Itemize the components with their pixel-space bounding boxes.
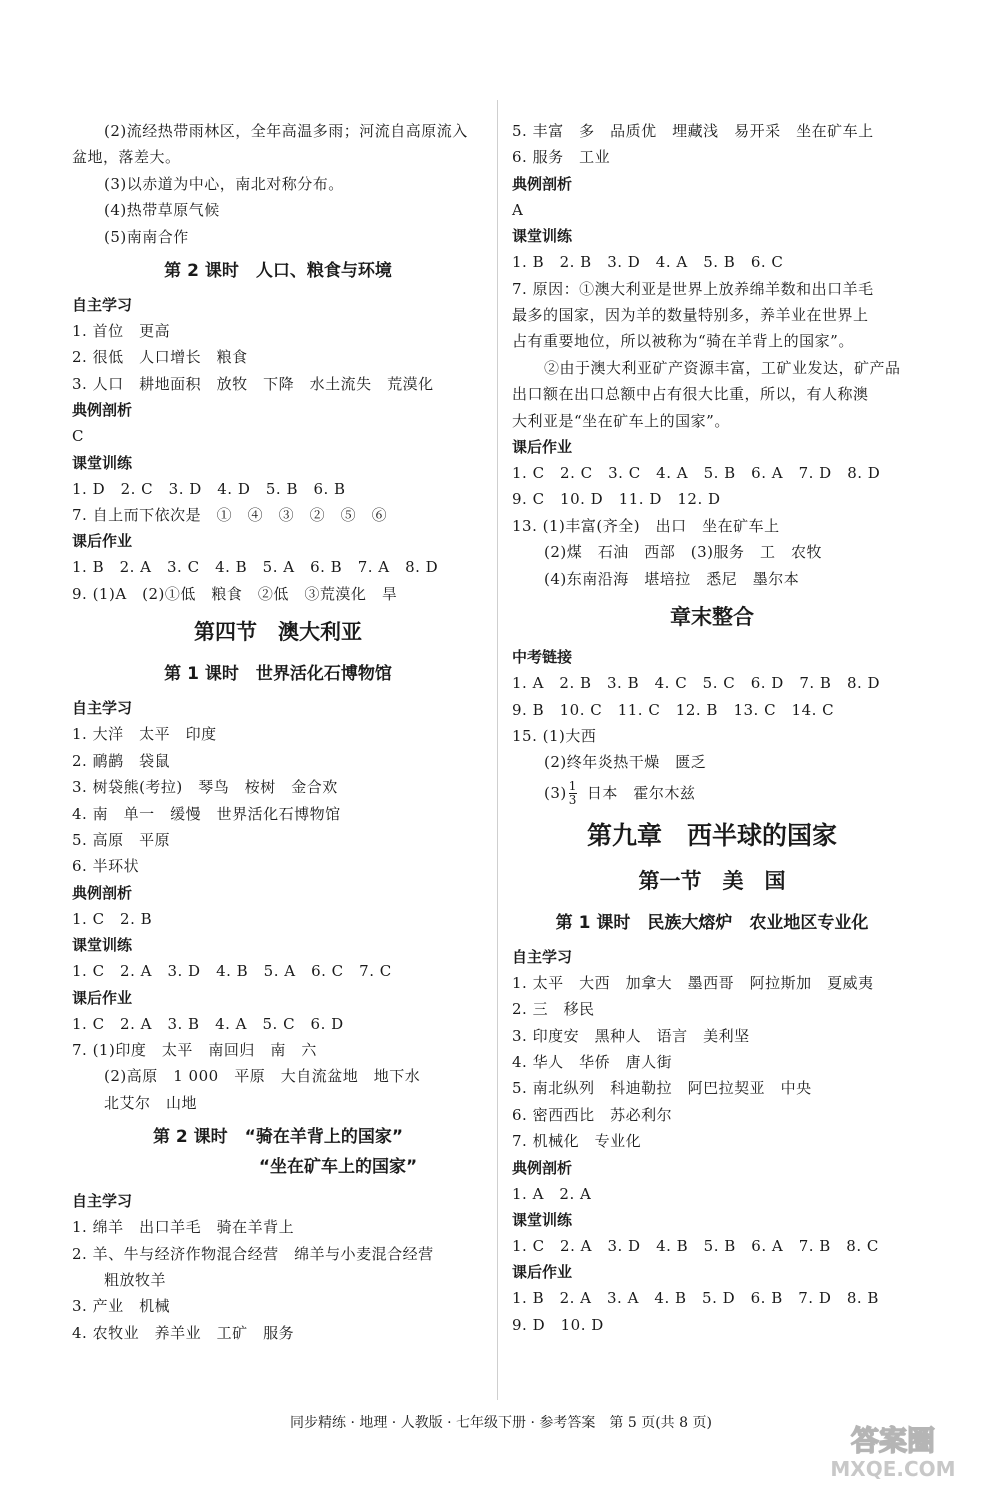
answer-line-fraction: [512, 776, 912, 810]
answer-line: 1. D 2. C 3. D 4. D 5. B 6. B: [72, 479, 346, 498]
answer-line: 粗放牧羊: [104, 1270, 167, 1289]
answer-line: 1. 绵羊 出口羊毛 骑在羊背上: [72, 1218, 295, 1237]
answer-line: 2. 三 移民: [512, 1000, 595, 1019]
answer-line: 3. 产业 机械: [72, 1297, 171, 1316]
answer-line: (4)东南沿海 堪培拉 悉尼 墨尔本: [544, 569, 800, 588]
watermark-text: 答案圈: [850, 1424, 936, 1457]
sub-heading: 自主学习: [72, 1192, 133, 1211]
text-line: (3)以赤道为中心，南北对称分布。: [104, 174, 344, 193]
answer-line: 最多的国家，因为羊的数量特别多，养羊业在世界上: [512, 306, 869, 325]
answer-line: 13. (1)丰富(齐全) 出口 坐在矿车上: [512, 516, 780, 535]
lesson-heading-cont: “坐在矿车上的国家”: [258, 1157, 418, 1178]
answer-line: 2. 羊、牛与经济作物混合经营 绵羊与小麦混合经营: [72, 1244, 434, 1263]
answer-line: 1. 太平 大西 加拿大 墨西哥 阿拉斯加 夏威夷: [512, 973, 874, 992]
fraction-numerator: 1: [568, 779, 577, 794]
answer-line: 1. C 2. A 3. B 4. A 5. C 6. D: [72, 1014, 344, 1033]
answer-line: 4. 华人 华侨 唐人街: [512, 1052, 673, 1071]
right-column: [512, 118, 912, 1338]
watermark-logo: [798, 1420, 988, 1482]
answer-line: (2)煤 石油 西部 (3)服务 工 农牧: [544, 543, 822, 562]
answer-line: 7. (1)印度 太平 南回归 南 六: [72, 1040, 317, 1059]
sub-heading: 课后作业: [512, 1263, 573, 1282]
answer-line: 6. 密西西比 苏必利尔: [512, 1105, 673, 1124]
answer-line: 大利亚是“坐在矿车上的国家”。: [512, 411, 730, 430]
answer-line: 1. A 2. B 3. B 4. C 5. C 6. D 7. B 8. D: [512, 674, 881, 693]
lesson-heading: 第 2 课时 人口、粮食与环境: [164, 261, 392, 282]
text-line: (5)南南合作: [104, 227, 189, 246]
text-line: (4)热带草原气候: [104, 201, 220, 220]
answer-line: 6. 半环状: [72, 857, 140, 876]
sub-heading: 课后作业: [72, 988, 133, 1007]
answer-line: (2)终年炎热干燥 匮乏: [544, 753, 707, 772]
answer-line: 9. B 10. C 11. C 12. B 13. C 14. C: [512, 700, 835, 719]
watermark-url: MXQE.COM: [830, 1457, 956, 1481]
sub-heading: 典例剖析: [72, 883, 133, 902]
answer-line: 1. C 2. A 3. D 4. B 5. B 6. A 7. B 8. C: [512, 1236, 879, 1255]
answer-line: 4. 农牧业 养羊业 工矿 服务: [72, 1323, 295, 1342]
fraction-denominator: 3: [568, 793, 577, 808]
answer-line: 1. C 2. C 3. C 4. A 5. B 6. A 7. D 8. D: [512, 464, 881, 483]
sub-heading: 课堂训练: [512, 227, 573, 246]
answer-line: 1. C 2. B: [72, 909, 153, 928]
page-footer: 同步精练 · 地理 · 人教版 · 七年级下册 · 参考答案 第 5 页(共 8 页): [290, 1415, 712, 1431]
answer-line: 1. B 2. A 3. A 4. B 5. D 6. B 7. D 8. B: [512, 1289, 879, 1308]
answer-line: 1. A 2. A: [512, 1184, 592, 1203]
section-heading: 章末整合: [670, 605, 754, 630]
sub-heading: 自主学习: [512, 947, 573, 966]
answer-line: 1. C 2. A 3. D 4. B 5. A 6. C 7. C: [72, 962, 392, 981]
sub-heading: 课后作业: [512, 438, 573, 457]
answer-line: 3. 树袋熊(考拉) 琴鸟 桉树 金合欢: [72, 778, 338, 797]
answer-line: 1. B 2. A 3. C 4. B 5. A 6. B 7. A 8. D: [72, 558, 439, 577]
answer-line: ②由于澳大利亚矿产资源丰富，工矿业发达，矿产品: [544, 358, 901, 377]
chapter-heading: 第九章 西半球的国家: [586, 820, 837, 850]
answer-line: 9. C 10. D 11. D 12. D: [512, 490, 721, 509]
section-heading: 第四节 澳大利亚: [194, 620, 362, 645]
sub-heading: 典例剖析: [512, 1158, 573, 1177]
sub-heading: 自主学习: [72, 296, 133, 315]
left-top-block: [72, 118, 484, 250]
answer-line: A: [512, 200, 524, 219]
answer-line: 7. 自上而下依次是 ① ④ ③ ② ⑤ ⑥: [72, 506, 388, 525]
q3-prefix: (3): [544, 783, 567, 802]
lesson-heading: 第 2 课时 “骑在羊背上的国家”: [152, 1127, 403, 1148]
answer-line: 7. 机械化 专业化: [512, 1132, 642, 1151]
answer-line: 5. 丰富 多 品质优 埋藏浅 易开采 坐在矿车上: [512, 122, 874, 140]
sub-heading: 典例剖析: [72, 401, 133, 420]
answer-line: 5. 高原 平原: [72, 830, 171, 849]
answer-line: 9. (1)A (2)①低 粮食 ②低 ③荒漠化 旱: [72, 584, 398, 603]
lesson-heading: 第 1 课时 世界活化石博物馆: [164, 664, 392, 685]
answer-line: 3. 人口 耕地面积 放牧 下降 水土流失 荒漠化: [72, 374, 434, 393]
answer-line: 1. B 2. B 3. D 4. A 5. B 6. C: [512, 253, 784, 272]
answer-line: 9. D 10. D: [512, 1315, 604, 1334]
answer-line: 北艾尔 山地: [104, 1093, 198, 1112]
sub-heading: 课堂训练: [512, 1210, 573, 1229]
left-column: [72, 118, 484, 1346]
answer-line: 6. 服务 工业: [512, 148, 611, 167]
lesson-heading: 第 1 课时 民族大熔炉 农业地区专业化: [555, 912, 869, 933]
answer-line: (2)高原 1 000 平原 大自流盆地 地下水: [104, 1067, 421, 1086]
sub-heading: 典例剖析: [512, 174, 573, 193]
answer-line: 4. 南 单一 缓慢 世界活化石博物馆: [72, 804, 341, 823]
answer-line: C: [72, 427, 84, 446]
answer-line: 1. 大洋 太平 印度: [72, 725, 217, 744]
sub-heading: 课堂训练: [72, 453, 133, 472]
answer-line: 出口额在出口总额中占有很大比重，所以，有人称澳: [512, 385, 869, 404]
text-line: (2)流经热带雨林区，全年高温多雨；河流自高原流入: [104, 122, 468, 140]
answer-line: 5. 南北纵列 科迪勒拉 阿巴拉契亚 中央: [512, 1079, 812, 1098]
fraction: [569, 780, 577, 807]
q3-rest: 日本 霍尔木兹: [586, 783, 696, 802]
answer-line: 占有重要地位，所以被称为“骑在羊背上的国家”。: [512, 332, 854, 351]
sub-heading: 课后作业: [72, 532, 133, 551]
text-line: 盆地，落差大。: [72, 148, 181, 167]
answer-line: 2. 很低 人口增长 粮食: [72, 348, 248, 367]
section-heading: 第一节 美 国: [638, 868, 786, 893]
sub-heading: 中考链接: [512, 648, 573, 667]
sub-heading: 课堂训练: [72, 936, 133, 955]
answer-line: 3. 印度安 黑种人 语言 美利坚: [512, 1026, 750, 1045]
sub-heading: 自主学习: [72, 699, 133, 718]
answer-line: 15. (1)大西: [512, 726, 597, 745]
answer-line: 1. 首位 更高: [72, 322, 171, 341]
answer-line: 2. 鸸鹋 袋鼠: [72, 751, 171, 770]
answer-line: 7. 原因：①澳大利亚是世界上放养绵羊数和出口羊毛: [512, 279, 874, 298]
column-divider: [497, 100, 498, 1400]
